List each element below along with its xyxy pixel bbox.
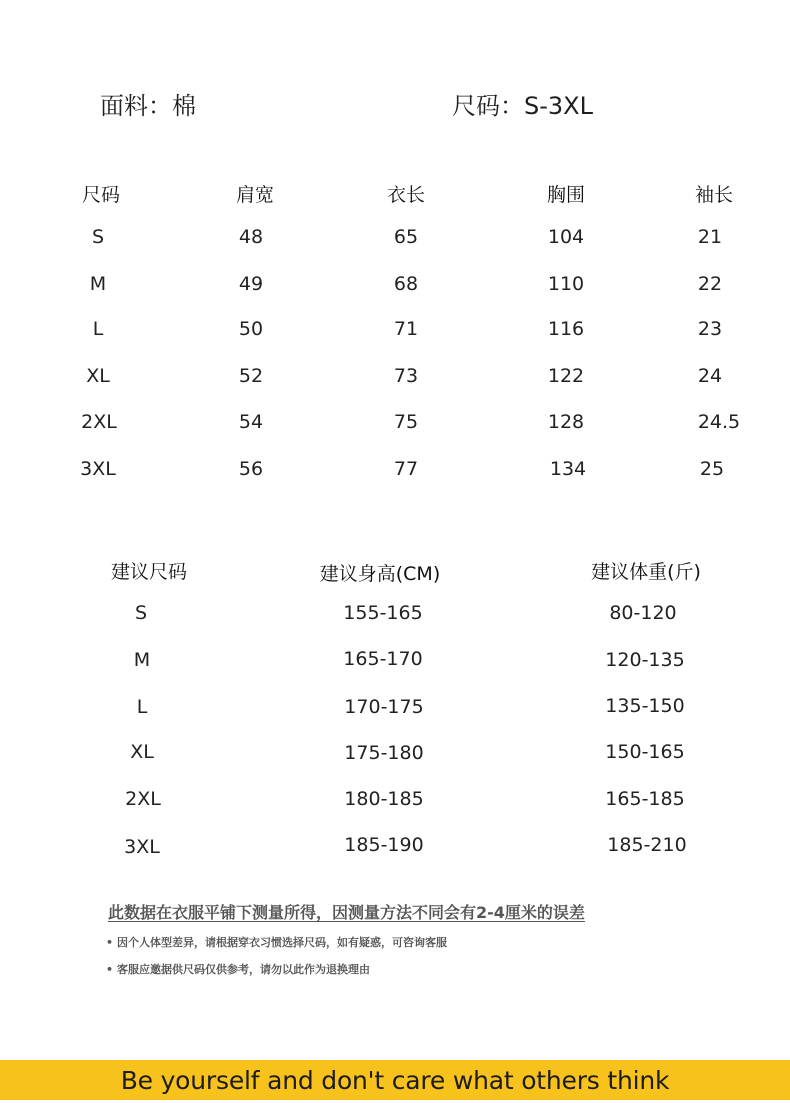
- recommend-cell: 170-175: [344, 696, 424, 718]
- recommend-header-height: 建议身高(CM): [319, 563, 441, 585]
- slogan-text: Be yourself and don't care what others think: [120, 1065, 670, 1095]
- bullet-icon: •: [106, 936, 114, 949]
- recommend-cell: XL: [130, 741, 154, 763]
- size-chart-cell: 49: [238, 273, 264, 295]
- recommend-cell: L: [136, 696, 148, 718]
- recommend-header-size: 建议尺码: [110, 561, 188, 583]
- recommend-cell: 120-135: [605, 649, 685, 671]
- recommend-cell: 3XL: [124, 836, 160, 858]
- size-chart-cell: 50: [238, 318, 264, 340]
- note-text: 因个人体型差异，请根据穿衣习惯选择尺码，如有疑惑，可咨询客服: [117, 936, 448, 949]
- size-chart-cell: M: [89, 273, 107, 295]
- size-chart-cell: 75: [393, 411, 419, 433]
- size-chart-header-sleeve: 袖长: [694, 184, 734, 206]
- recommend-cell: 165-185: [605, 788, 685, 810]
- size-chart-cell: 56: [238, 458, 264, 480]
- size-chart-cell: 68: [393, 273, 419, 295]
- recommend-cell: 185-210: [607, 834, 687, 856]
- size-chart-cell: 21: [697, 226, 723, 248]
- size-chart-cell: 110: [547, 273, 585, 295]
- recommend-cell: 135-150: [605, 695, 685, 717]
- recommend-cell: 2XL: [125, 788, 161, 810]
- size-chart-cell: 25: [699, 458, 725, 480]
- size-chart-cell: 116: [547, 318, 585, 340]
- size-chart-cell: 23: [697, 318, 723, 340]
- note-item: [106, 961, 370, 977]
- fabric-label: 面料：棉: [100, 92, 196, 120]
- size-chart-cell: 22: [697, 273, 723, 295]
- recommend-header-weight: 建议体重(斤): [591, 561, 701, 583]
- size-chart-cell: 134: [549, 458, 587, 480]
- size-chart-cell: 48: [238, 226, 264, 248]
- size-chart-header-shoulder: 肩宽: [235, 184, 275, 206]
- recommend-cell: 180-185: [344, 788, 424, 810]
- size-chart-cell: XL: [86, 365, 110, 387]
- size-chart-header-size: 尺码: [81, 184, 121, 206]
- size-chart-header-chest: 胸围: [546, 184, 586, 206]
- size-chart-cell: 65: [393, 226, 419, 248]
- size-chart-cell: 77: [393, 458, 419, 480]
- recommend-cell: 150-165: [605, 741, 685, 763]
- bullet-icon: •: [106, 963, 114, 976]
- recommend-cell: M: [133, 649, 151, 671]
- size-chart-cell: 104: [547, 226, 585, 248]
- size-chart-cell: 54: [238, 411, 264, 433]
- recommend-cell: 155-165: [343, 602, 423, 624]
- measurement-notice: 此数据在衣服平铺下测量所得，因测量方法不同会有2-4厘米的误差: [108, 903, 585, 922]
- size-chart-cell: 52: [238, 365, 264, 387]
- size-chart-cell: 24.5: [697, 411, 741, 433]
- note-text: 客服应邀据供尺码仅供参考，请勿以此作为退换理由: [117, 963, 371, 976]
- note-item: [106, 934, 447, 950]
- size-chart-cell: 128: [547, 411, 585, 433]
- slogan-banner: [0, 1060, 790, 1100]
- recommend-cell: 175-180: [344, 742, 424, 764]
- recommend-cell: 185-190: [344, 834, 424, 856]
- size-chart-cell: 24: [697, 365, 723, 387]
- size-chart-cell: 3XL: [80, 458, 116, 480]
- recommend-cell: 80-120: [609, 602, 677, 624]
- size-range-label: 尺码：S-3XL: [452, 92, 593, 120]
- recommend-cell: S: [134, 602, 148, 624]
- recommend-cell: 165-170: [343, 648, 423, 670]
- size-chart-cell: 2XL: [81, 411, 117, 433]
- size-chart-cell: 71: [393, 318, 419, 340]
- size-chart-cell: 73: [393, 365, 419, 387]
- size-chart-cell: S: [91, 226, 105, 248]
- size-chart-cell: L: [92, 318, 104, 340]
- size-chart-header-length: 衣长: [386, 184, 426, 206]
- size-chart-cell: 122: [547, 365, 585, 387]
